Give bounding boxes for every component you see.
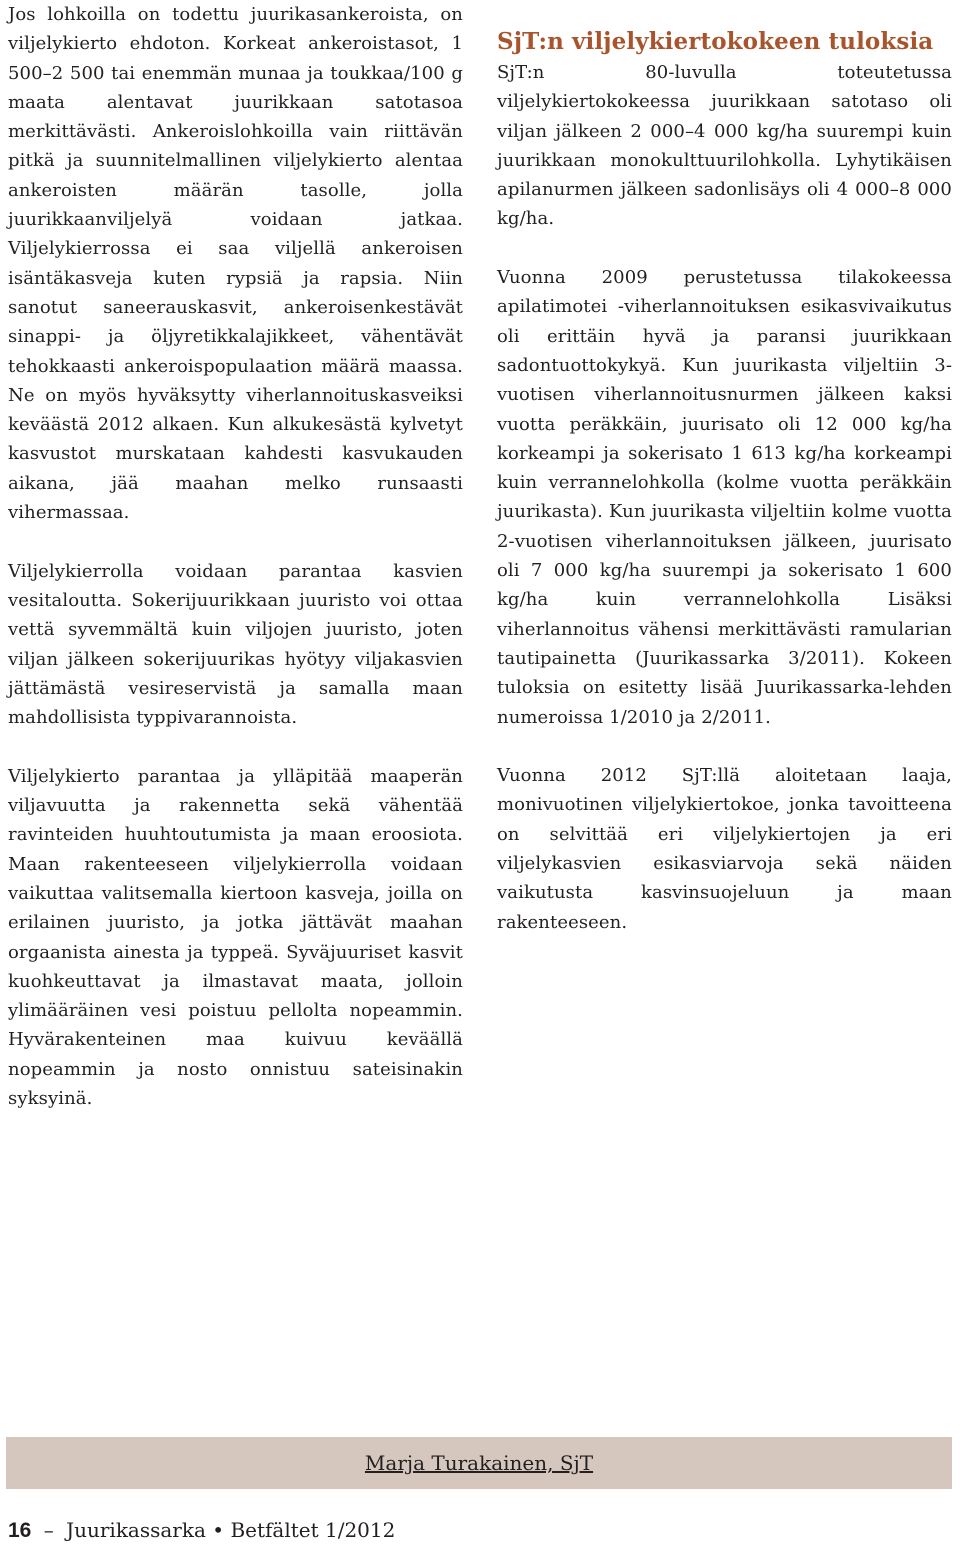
right-paragraph-2: Vuonna 2009 perustetussa tilakokeessa apilatimotei -viherlannoituksen esikasvivaikutus oli erittäin hyvä ja paransi juurikkaan sadontuottokykyä. Kun juurikasta viljeltiin 3-vuotisen viherlannoitusnurmen jälkeen kaksi vuotta peräkkäin, juurisato oli 12 000 kg/ha korkeampi ja sokerisato 1 613 kg/ha korkeampi kuin verrannelohkolla (kolme vuotta peräkkäin juurikasta). Kun juurikasta viljeltiin kolme vuotta 2-vuotisen viherlannoituksen jälkeen, juurisato oli 7 000 kg/ha suurempi ja sokerisato 1 600 kg/ha kuin verrannelohkolla Lisäksi viherlannoitus vähensi merkittävästi ramularian tautipainetta (Juurikassarka 3/2011). Kokeen tuloksia on esitetty lisää Juurikassarka-lehden numeroissa 1/2010 ja 2/2011. — [497, 267, 952, 728]
left-column — [8, 0, 463, 1143]
footer-dash: – — [43, 1518, 54, 1542]
page-number: 16 — [8, 1519, 32, 1542]
page-footer — [8, 1518, 395, 1543]
issue-label: Betfältet 1/2012 — [230, 1518, 396, 1542]
right-column — [497, 0, 952, 966]
section-heading: SjT:n viljelykiertokokeen tuloksia — [497, 28, 934, 55]
left-paragraph-2: Viljelykierrolla voidaan parantaa kasvien vesitaloutta. Sokerijuurikkaan juuristo voi ottaa vettä syvemmältä kuin viljojen juuristo, joten viljan jälkeen sokerijuurikas hyötyy viljakasvien jättämästä vesireservistä ja samalla maan mahdollisista typpivarannoista. — [8, 560, 463, 729]
right-paragraph-3: Vuonna 2012 SjT:llä aloitetaan laaja, monivuotinen viljelykiertokoe, jonka tavoitteena on selvittää eri viljelykiertojen ja eri viljelykasvien esikasviarvoja sekä näiden vaikutusta kasvinsuojeluun ja maan rakenteeseen. — [497, 765, 952, 933]
left-paragraph-3: Viljelykierto parantaa ja ylläpitää maaperän viljavuutta ja rakennetta sekä vähentää ravinteiden huuhtoutumista ja maan eroosiota. Maan rakenteeseen viljelykierrolla voidaan vaikuttaa valitsemalla kiertoon kasveja, joilla on erilainen juuristo, ja jotka jättävät maahan orgaanista ainesta ja typpeä. Syväjuuriset kasvit kuohkeuttavat ja ilmastavat maata, jolloin ylimääräinen vesi poistuu pellolta nopeammin. Hyvärakenteinen maa kuivuu keväällä nopeammin ja nosto onnistuu sateisinakin syksyinä. — [8, 765, 463, 1109]
author-name[interactable]: Marja Turakainen, SjT — [364, 1451, 594, 1475]
right-paragraph-1: SjT:n 80-luvulla toteutetussa viljelykiertokokeessa juurikkaan satotaso oli viljan jälkeen 2 000–4 000 kg/ha suurempi kuin juurikkaan monokulttuurilohkolla. Lyhytikäisen apilanurmen jälkeen sadonlisäys oli 4 000–8 000 kg/ha. — [497, 62, 952, 230]
magazine-name: Juurikassarka — [66, 1518, 206, 1542]
footer-bullet: • — [212, 1518, 225, 1542]
left-paragraph-1: Jos lohkoilla on todettu juurikasankeroista, on viljelykierto ehdoton. Korkeat ankeroistasot, 1 500–2 500 tai enemmän munaa ja toukkaa/100 g maata alentavat juurikkaan satotasoa merkittävästi. Ankeroislohkoilla vain riittävän pitkä ja suunnitelmallinen viljelykierto alentaa ankeroisten määrän tasolle, jolla juurikkaanviljelyä voidaan jatkaa. Viljelykierrossa ei saa viljellä ankeroisen isäntäkasveja kuten rypsiä ja rapsia. Niin sanotut saneerauskasvit, ankeroisenkestävät sinappi- ja öljyretikkalajikkeet, vähentävät tehokkaasti ankeroispopulaation määrä maassa. Ne on myös hyväksytty viherlannoituskasveiksi keväästä 2012 alkaen. Kun alkukesästä kylvetyt kasvustot murskataan kahdesti kasvukauden aikana, jää maahan melko runsaasti vihermassaa. — [8, 4, 463, 524]
author-box — [6, 1437, 952, 1489]
